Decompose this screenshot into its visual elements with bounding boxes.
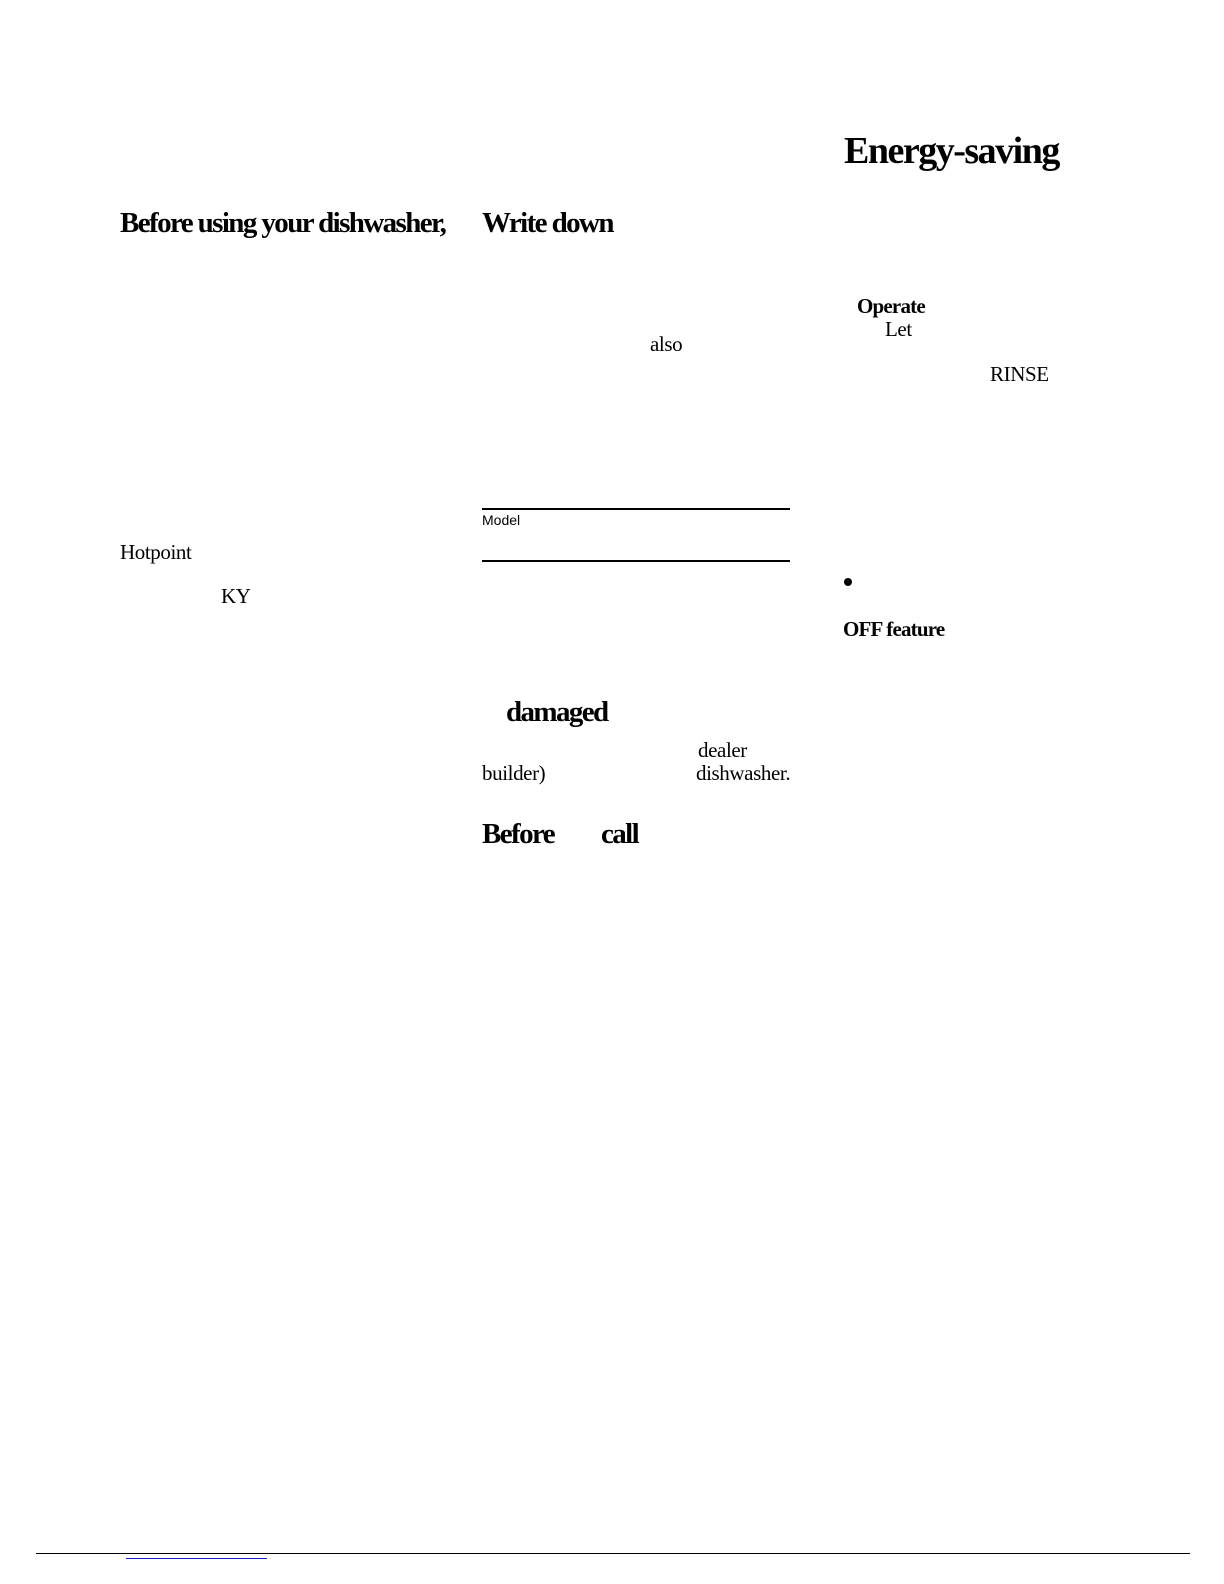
let-text: Let — [885, 317, 912, 341]
builder-text: builder) — [482, 761, 546, 785]
before-using-heading: Before using your dishwasher, — [120, 207, 446, 239]
write-down-heading: Write down — [482, 207, 613, 239]
call-heading: call — [601, 818, 639, 850]
footer-divider — [36, 1553, 1190, 1554]
model-label: Model — [482, 512, 521, 528]
off-feature-text: OFF feature — [843, 617, 945, 641]
serial-number-line — [482, 560, 790, 562]
operate-text: Operate — [857, 294, 925, 318]
bullet-icon — [844, 578, 852, 586]
energy-saving-heading: Energy-saving — [844, 130, 1059, 172]
damaged-heading: damaged — [506, 696, 608, 728]
also-text: also — [650, 332, 683, 356]
before-heading: Before — [482, 818, 554, 850]
rinse-text: RINSE — [990, 362, 1049, 386]
hotpoint-text: Hotpoint — [120, 540, 192, 564]
ky-text: KY — [221, 584, 251, 608]
footer-link-underline[interactable] — [126, 1558, 267, 1559]
dealer-text: dealer — [698, 738, 747, 762]
model-number-line — [482, 508, 790, 510]
dishwasher-text: dishwasher. — [696, 761, 791, 785]
